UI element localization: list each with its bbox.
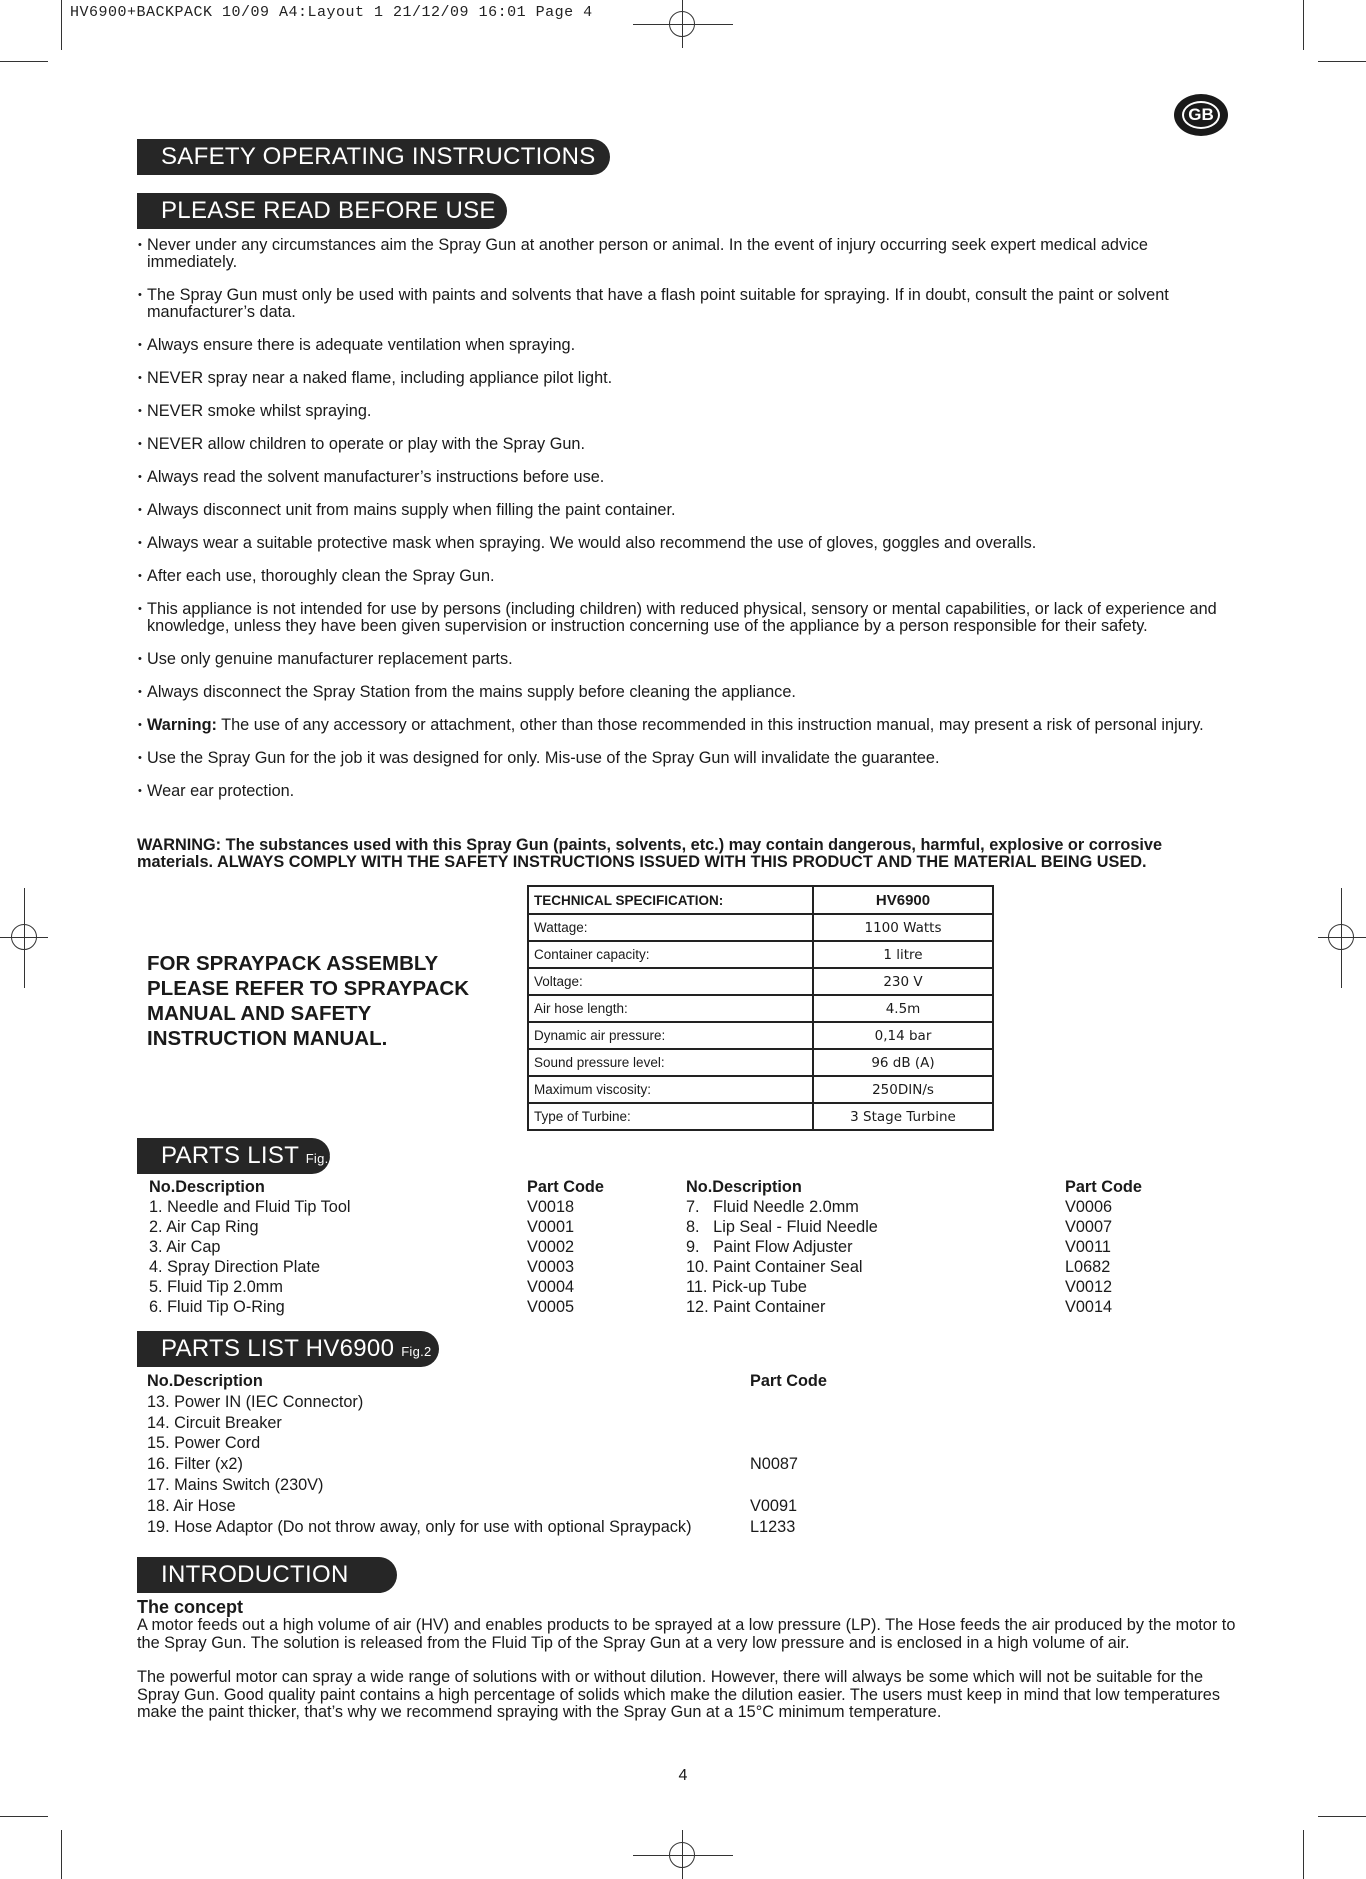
header-parts-list-title: PARTS LIST HV6900 [161,1335,395,1362]
spec-table [527,885,994,1131]
spec-value: 96 dB (A) [813,1049,993,1076]
part-desc: 13. Power IN (IEC Connector) [147,1392,364,1411]
crop-mark [1303,1830,1304,1879]
list-item: • After each use, thoroughly clean the Spray Gun. [137,568,1227,585]
column-header: Part Code [527,1178,604,1196]
print-slug: HV6900+BACKPACK 10/09 A4:Layout 1 21/12/09 16:01 Page 4 [70,4,593,21]
part-desc: 6. Fluid Tip O-Ring [149,1298,285,1316]
list-item: • Use the Spray Gun for the job it was designed for only. Mis-use of the Spray Gun will invalidate the guarantee. [137,750,1227,767]
header-introduction: INTRODUCTION [137,1557,397,1593]
warning-text: The use of any accessory or attachment, other than those recommended in this instruction manual, may present a risk of personal injury. [216,716,1204,734]
intro-heading: The concept [137,1597,244,1617]
list-item: • Always read the solvent manufacturer’s instructions before use. [137,469,1227,486]
list-item: • The Spray Gun must only be used with paints and solvents that have a flash point suitable for spraying. If in doubt, consult the paint or solvent manufacturer’s data. [137,287,1227,321]
part-code: V0003 [527,1258,575,1276]
warning-block: WARNING: The substances used with this Spray Gun (paints, solvents, etc.) may contain dangerous, harmful, explosive or corrosive materials. ALWAYS COMPLY WITH THE SAFETY INSTRUCTIONS ISSUED WITH THIS PRODUCT AND THE MATERIAL BEING USED. [137,836,1163,871]
assembly-note-line: INSTRUCTION MANUAL. [147,1027,388,1050]
list-item: • Always disconnect unit from mains supply when filling the paint container. [137,502,1227,519]
part-desc: 12. Paint Container [686,1298,826,1316]
table-row [528,914,993,941]
column-header: No.Description [686,1178,802,1196]
list-item: • Always ensure there is adequate ventilation when spraying. [137,337,1227,354]
crop-mark [1303,0,1304,50]
spec-value: 4.5m [813,995,993,1022]
part-desc: 2. Air Cap Ring [149,1218,259,1236]
part-code: L0682 [1065,1258,1111,1276]
header-parts-list-fig2 [137,1331,439,1367]
table-row [528,1022,993,1049]
part-code: L1233 [750,1517,796,1536]
spec-value: 1100 Watts [813,914,993,941]
assembly-note-line: PLEASE REFER TO SPRAYPACK [147,977,469,1000]
assembly-note [147,951,469,1051]
registration-mark [1328,924,1354,950]
list-item: • Wear ear protection. [137,783,1227,800]
list-item-warning [137,717,1227,734]
language-badge [1174,94,1228,136]
list-item: • NEVER smoke whilst spraying. [137,403,1227,420]
part-code: V0007 [1065,1218,1113,1236]
crop-mark [0,1816,48,1817]
column-header: No.Description [149,1178,265,1196]
part-code [750,1413,827,1434]
part-desc: 5. Fluid Tip 2.0mm [149,1278,283,1296]
spec-value: 0,14 bar [813,1022,993,1049]
spec-header-label: TECHNICAL SPECIFICATION: [528,886,813,914]
part-desc: 16. Filter (x2) [147,1455,243,1474]
crop-mark [1318,61,1366,62]
part-code: V0004 [527,1278,575,1296]
table-row [528,995,993,1022]
list-item: • Always disconnect the Spray Station from the mains supply before cleaning the appliance. [137,684,1227,701]
column-header: Part Code [750,1372,827,1390]
header-read-before-use: PLEASE READ BEFORE USE [137,193,507,229]
table-row [528,941,993,968]
spec-value: 3 Stage Turbine [813,1103,993,1130]
spec-value: 1 litre [813,941,993,968]
parts1-left-desc [149,1177,351,1317]
part-desc: 8. Lip Seal - Fluid Needle [686,1218,878,1236]
part-code: N0087 [750,1455,798,1474]
list-item: • NEVER spray near a naked flame, including appliance pilot light. [137,370,1227,387]
crop-mark [1318,1816,1366,1817]
header-parts-list-fig: Fig.2 [401,1344,432,1359]
table-row [528,1076,993,1103]
header-safety: SAFETY OPERATING INSTRUCTIONS [137,139,610,175]
part-desc: 11. Pick-up Tube [686,1278,807,1296]
spec-header-row [528,886,993,914]
list-item: • NEVER allow children to operate or play with the Spray Gun. [137,436,1227,453]
part-code: V0001 [527,1218,575,1236]
part-desc: 18. Air Hose [147,1496,236,1515]
header-parts-list-fig: Fig.1 [305,1151,337,1166]
crop-mark [61,1830,62,1879]
intro-paragraph: The powerful motor can spray a wide range of solutions with or without dilution. However, there will always be some which will not be suitable for the Spray Gun. Good quality paint contains a high percentage of solids which make the dilution easier. The users must keep in mind that low temperatures make the paint thicker, that’s why we recommend spraying with the Spray Gun at a 15°C minimum temperature. [137,1668,1221,1721]
spec-label: Type of Turbine: [528,1103,813,1130]
part-code: V0091 [750,1496,798,1515]
part-desc: 17. Mains Switch (230V) [147,1475,324,1494]
part-code: V0002 [527,1238,575,1256]
table-row [528,968,993,995]
part-desc: 9. Paint Flow Adjuster [686,1238,853,1256]
introduction-body [137,1597,1237,1739]
registration-mark [11,924,37,950]
parts2-desc [147,1371,692,1537]
part-desc: 14. Circuit Breaker [147,1413,282,1432]
assembly-note-line: MANUAL AND SAFETY [147,1002,372,1025]
spec-header-value: HV6900 [813,886,993,914]
part-desc: 15. Power Cord [147,1434,261,1453]
assembly-note-line: FOR SPRAYPACK ASSEMBLY [147,952,439,975]
part-desc: 3. Air Cap [149,1238,221,1256]
part-code: V0011 [1065,1238,1111,1256]
list-item: • This appliance is not intended for use by persons (including children) with reduced physical, sensory or mental capabilities, or lack of experience and knowledge, unless they have been given supervision or instruction concerning use of the appliance by a person responsible for their safety. [137,601,1227,635]
part-code: V0012 [1065,1278,1113,1296]
header-parts-list-fig1 [137,1138,337,1174]
part-desc: 10. Paint Container Seal [686,1258,863,1276]
page-number: 4 [678,1767,688,1784]
spec-value: 250DIN/s [813,1076,993,1103]
spec-label: Sound pressure level: [528,1049,813,1076]
language-badge-label: GB [1182,101,1220,129]
crop-mark [61,0,62,50]
warning-label: Warning: [147,716,217,734]
spec-label: Air hose length: [528,995,813,1022]
part-desc: 1. Needle and Fluid Tip Tool [149,1198,351,1216]
intro-paragraph: A motor feeds out a high volume of air (HV) and enables products to be sprayed at a low pressure (LP). The Hose feeds the air produced by the motor to the Spray Gun. The solution is released from the Fluid Tip of the Spray Gun at a very low pressure and is enclosed in a high volume of air. [137,1616,1236,1652]
list-item: • Always wear a suitable protective mask when spraying. We would also recommend the use of gloves, goggles and overalls. [137,535,1227,552]
header-parts-list-title: PARTS LIST [161,1142,299,1169]
list-item: • Use only genuine manufacturer replacement parts. [137,651,1227,668]
part-code [750,1392,827,1413]
spec-value: 230 V [813,968,993,995]
part-code: V0014 [1065,1298,1113,1316]
part-code: V0006 [1065,1198,1113,1216]
spec-label: Maximum viscosity: [528,1076,813,1103]
crop-mark [0,61,48,62]
registration-mark [669,1842,695,1868]
part-code: V0018 [527,1198,575,1216]
registration-mark [669,11,695,37]
spec-label: Wattage: [528,914,813,941]
part-desc: 4. Spray Direction Plate [149,1258,321,1276]
parts1-left-code [527,1177,604,1317]
column-header: Part Code [1065,1178,1142,1196]
part-code [750,1433,827,1454]
safety-bullet-list [137,237,1227,816]
column-header: No.Description [147,1372,263,1390]
spec-label: Container capacity: [528,941,813,968]
list-item: • Never under any circumstances aim the Spray Gun at another person or animal. In the event of injury occurring seek expert medical advice immediately. [137,237,1227,271]
part-code: V0005 [527,1298,575,1316]
parts2-code [750,1371,827,1537]
part-code [750,1475,827,1496]
table-row [528,1049,993,1076]
spec-label: Dynamic air pressure: [528,1022,813,1049]
part-desc: 7. Fluid Needle 2.0mm [686,1198,859,1216]
spec-label: Voltage: [528,968,813,995]
table-row [528,1103,993,1130]
parts1-right-code [1065,1177,1142,1317]
parts1-right-desc [686,1177,878,1317]
part-desc: 19. Hose Adaptor (Do not throw away, only for use with optional Spraypack) [147,1517,692,1536]
